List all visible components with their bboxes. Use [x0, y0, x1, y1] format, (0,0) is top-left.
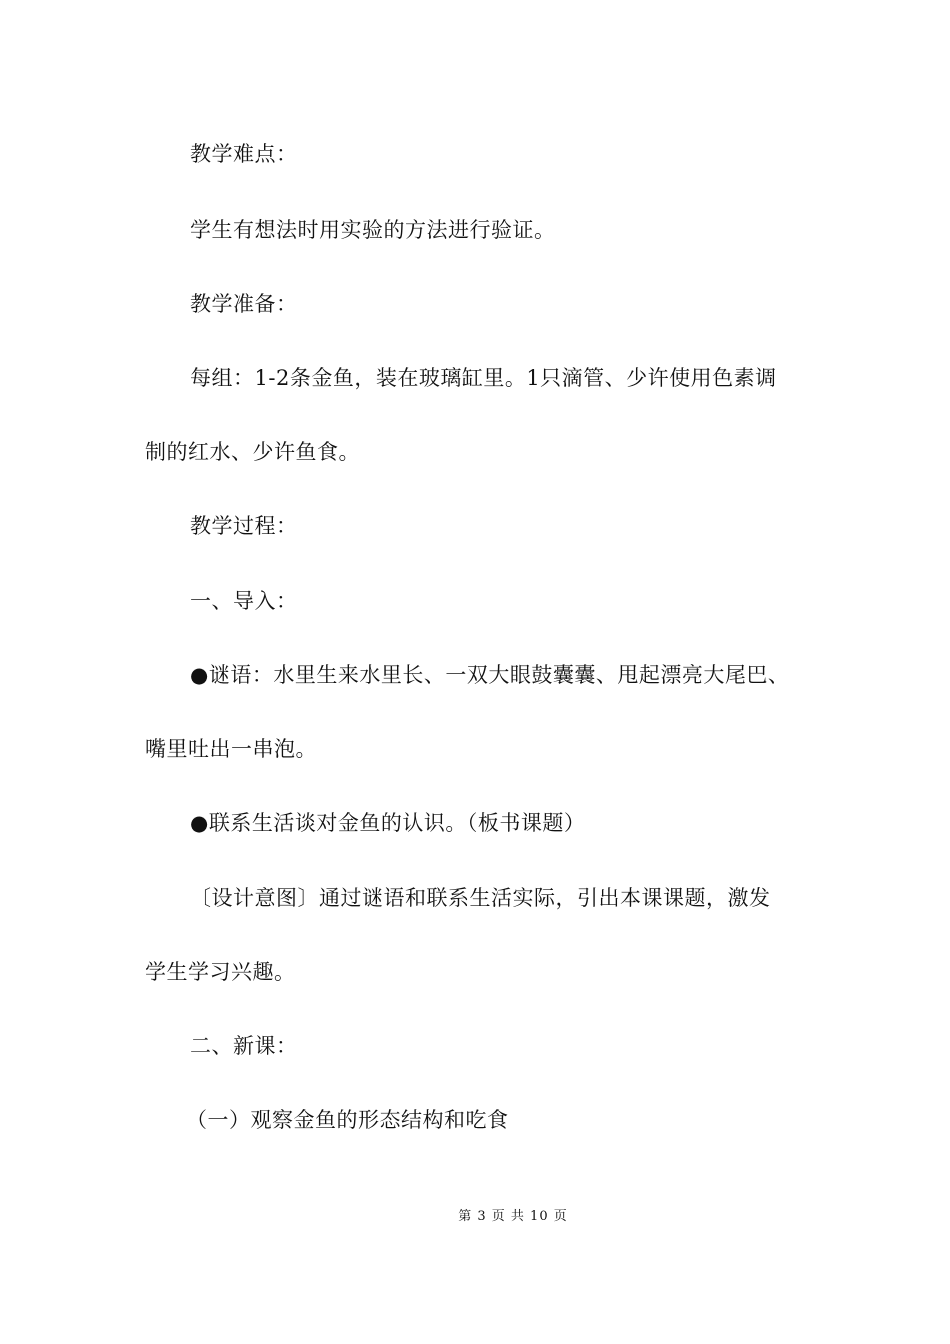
paragraph-preparation-line1: 每组：1-2条金鱼，装在玻璃缸里。1只滴管、少许使用色素调	[190, 366, 777, 390]
paragraph-difficulty-text: 学生有想法时用实验的方法进行验证。	[190, 218, 556, 242]
section-new-lesson: 二、新课：	[190, 1034, 298, 1058]
design-intent-line1: 〔设计意图〕通过谜语和联系生活实际，引出本课课题，激发	[190, 886, 771, 910]
paragraph-preparation-line2: 制的红水、少许鱼食。	[145, 440, 360, 464]
heading-teaching-difficulty: 教学难点：	[190, 142, 298, 166]
design-intent-line2: 学生学习兴趣。	[145, 960, 296, 984]
section-introduction: 一、导入：	[190, 589, 298, 613]
heading-teaching-preparation: 教学准备：	[190, 292, 298, 316]
riddle-line2: 嘴里吐出一串泡。	[145, 737, 317, 761]
bullet-life-connection: ●联系生活谈对金鱼的认识。（板书课题）	[190, 811, 586, 835]
page-footer: 第 3 页 共 10 页	[458, 1209, 568, 1224]
riddle-line1: ●谜语：水里生来水里长、一双大眼鼓囊囊、甩起漂亮大尾巴、	[190, 663, 790, 687]
heading-teaching-process: 教学过程：	[190, 514, 298, 538]
subsection-observe-goldfish: （一）观察金鱼的形态结构和吃食	[186, 1108, 509, 1132]
